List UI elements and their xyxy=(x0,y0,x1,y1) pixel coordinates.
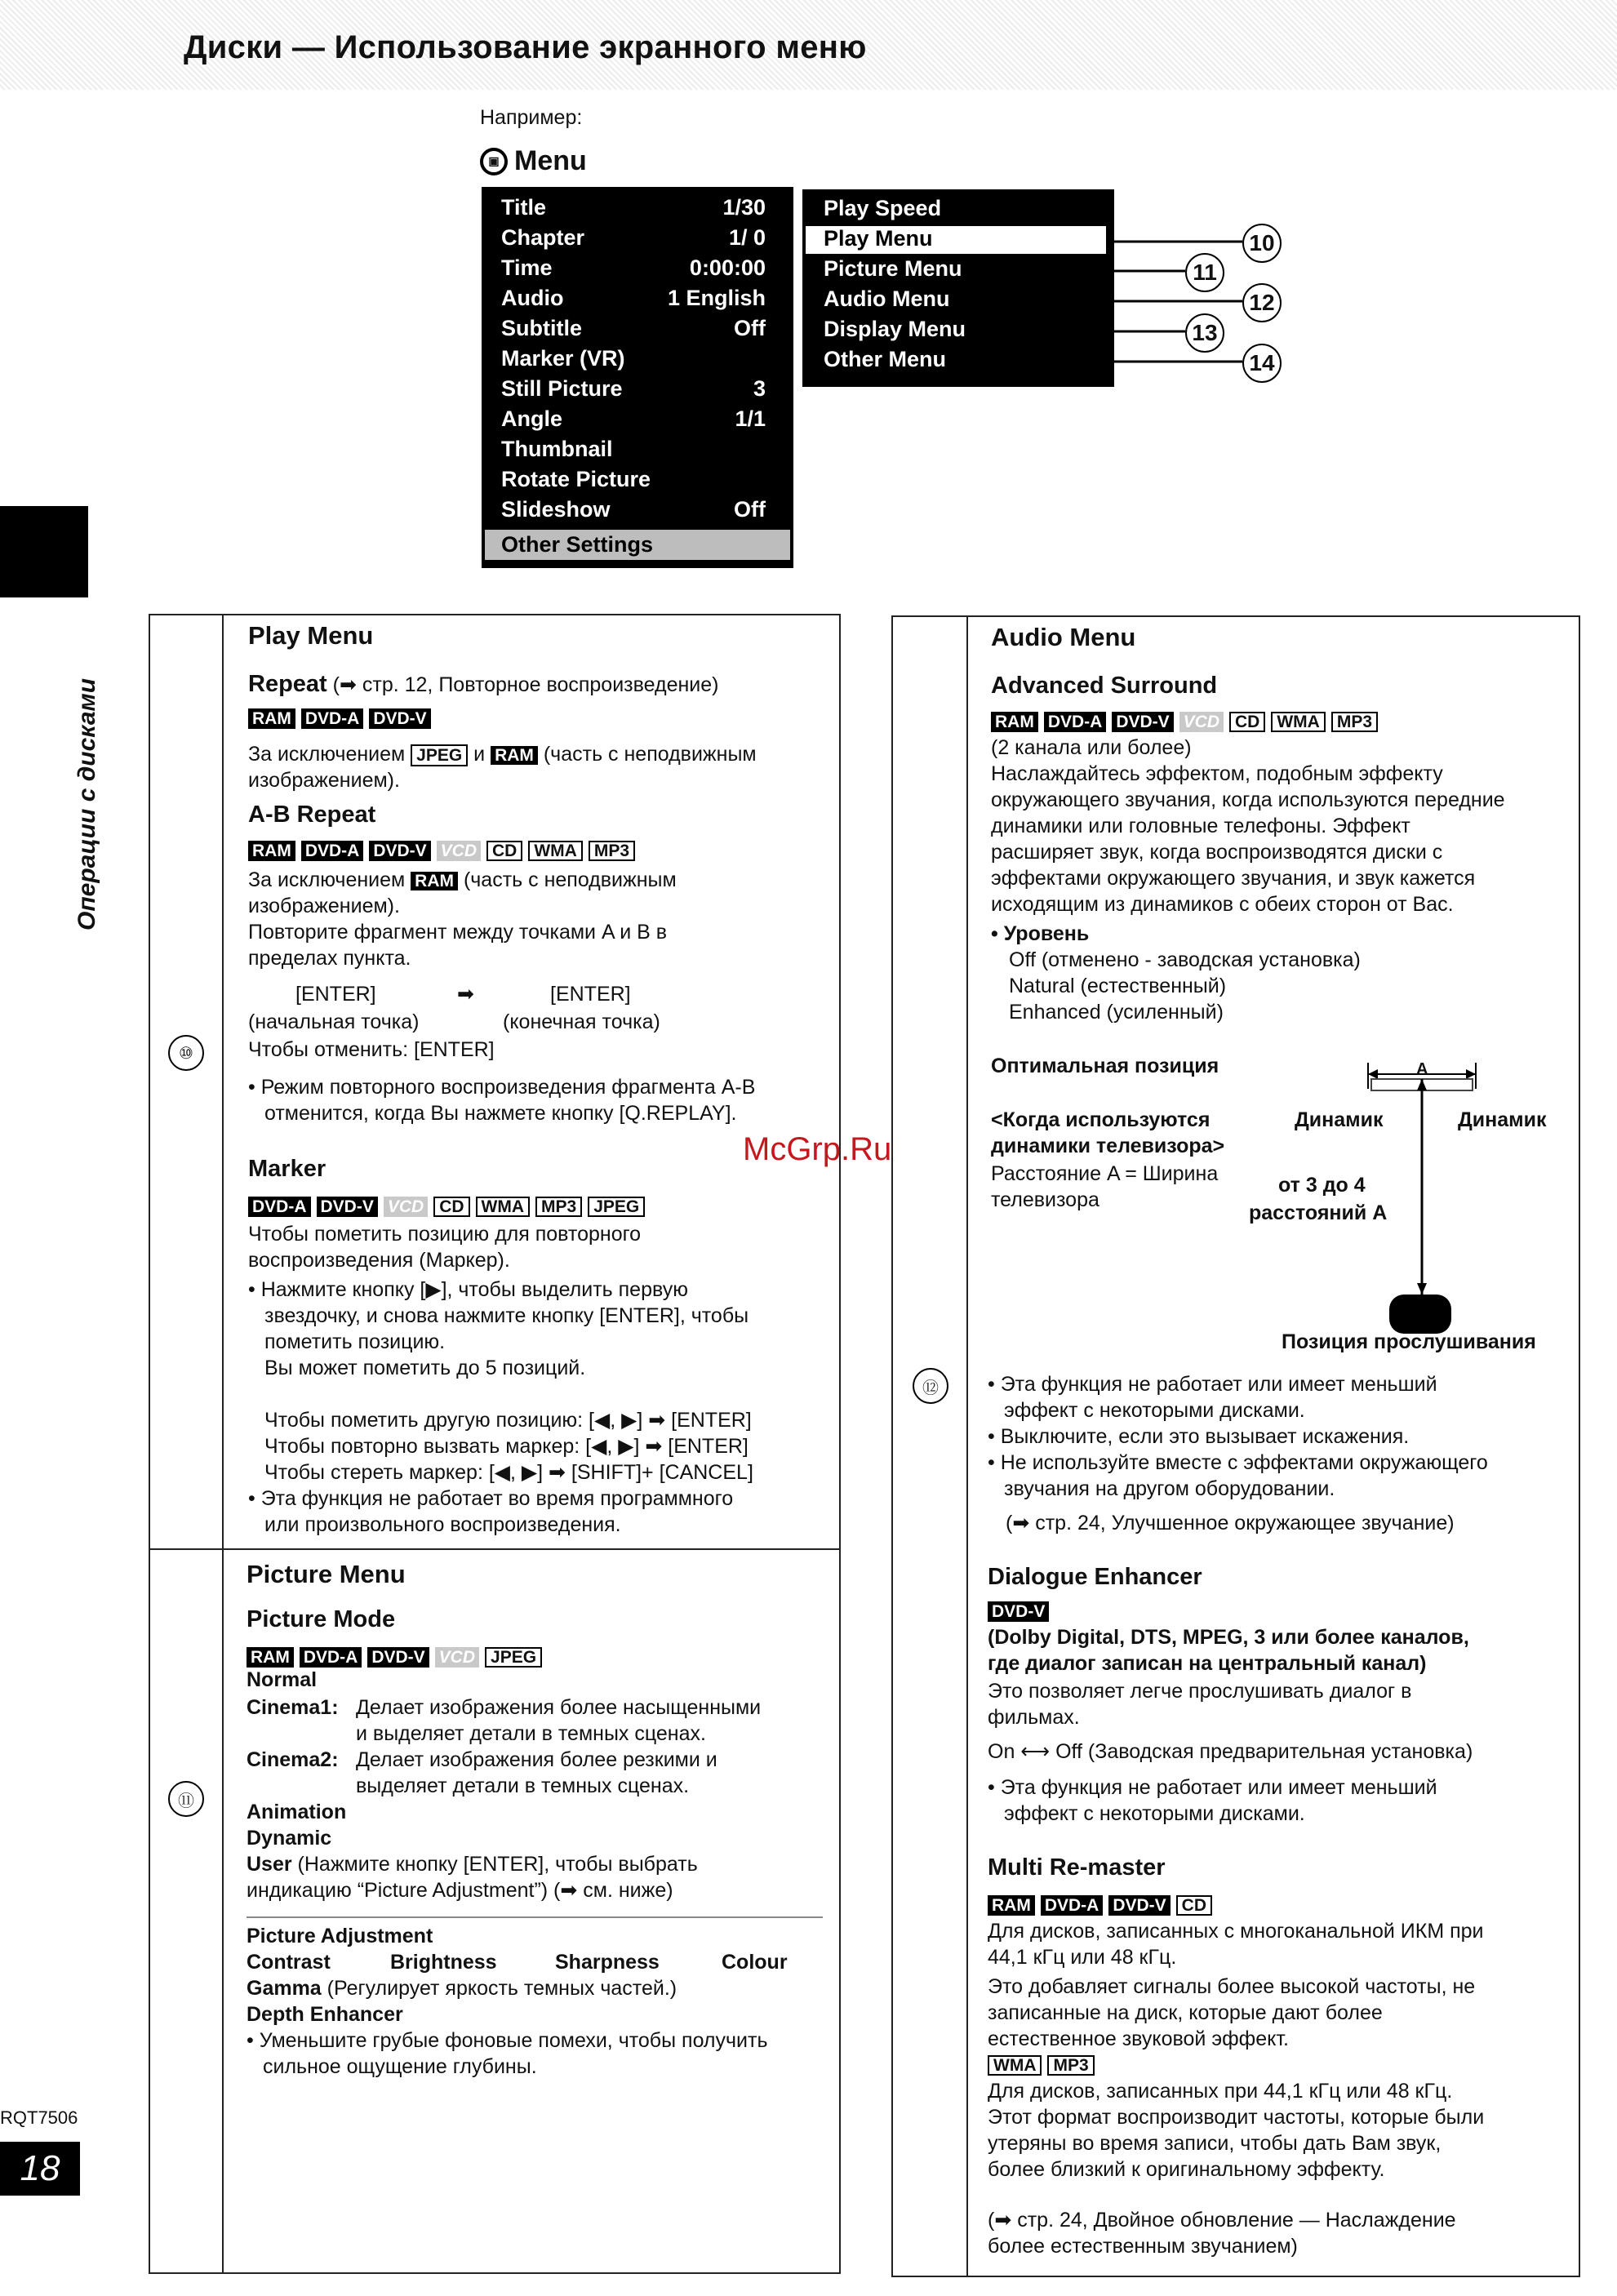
side-tab-block xyxy=(0,506,88,597)
dialogue-line-5: эффект с некоторыми дисками. xyxy=(1004,1802,1305,1825)
adj-sharpness: Sharpness xyxy=(555,1951,660,1974)
example-label: Например: xyxy=(480,106,583,129)
optimal-position-title: Оптимальная позиция xyxy=(991,1055,1219,1077)
when-line-1: <Когда используются xyxy=(991,1108,1211,1131)
badge: VCD xyxy=(437,841,481,861)
badge: VCD xyxy=(1179,712,1224,732)
marker-line-8: Чтобы повторно вызвать маркер: [◀, ▶] ➡ [ENTER] xyxy=(264,1435,749,1458)
surround-line-2: Наслаждайтесь эффектом, подобным эффекту xyxy=(991,762,1443,785)
note-4: • Не используйте вместе с эффектами окружающего xyxy=(988,1451,1488,1474)
submenu-audio-menu[interactable]: Audio Menu xyxy=(824,286,950,311)
sub-menu xyxy=(802,189,1114,387)
surround-line-6: эффектами окружающего звучания, и звук кажется xyxy=(991,867,1476,890)
badge: DVD-V xyxy=(1112,712,1173,732)
marker-line-1: Чтобы пометить позицию для повторного xyxy=(248,1223,642,1246)
page-title: Диски — Использование экранного меню xyxy=(184,29,867,65)
badge: WMA xyxy=(476,1197,530,1217)
menu-item-title[interactable]: Title 1/30 xyxy=(501,195,766,220)
badge: DVD-V xyxy=(369,841,430,861)
ab-arrow: ➡ xyxy=(457,983,474,1006)
left-table-divider xyxy=(222,614,224,2272)
marker-line-11: или произвольного воспроизведения. xyxy=(264,1513,621,1536)
menu-item-chapter[interactable]: Chapter 1/ 0 xyxy=(501,225,766,250)
callout-11: 11 xyxy=(1185,253,1224,292)
surround-line-4: динамики или головные телефоны. Эффект xyxy=(991,815,1410,837)
surround-line-7: исходящим из динамиков с обеих сторон от Вас. xyxy=(991,893,1454,916)
badge: WMA xyxy=(1271,712,1325,732)
submenu-other-menu[interactable]: Other Menu xyxy=(824,347,947,371)
multi-remaster-heading: Multi Re-master xyxy=(988,1854,1166,1881)
range-line-1: от 3 до 4 xyxy=(1278,1174,1366,1197)
adj-gamma: Gamma (Регулирует яркость темных частей.) xyxy=(247,1977,677,2000)
doc-code: RQT7506 xyxy=(0,2107,78,2128)
repeat-heading: Repeat (➡ стр. 12, Повторное воспроизведение) xyxy=(248,671,719,697)
audio-menu-title: Audio Menu xyxy=(991,623,1136,651)
ab-badges xyxy=(248,841,635,861)
range-line-2: расстояний A xyxy=(1249,1201,1388,1224)
cinema1-line-1: Делает изображения более насыщенными xyxy=(356,1696,762,1719)
menu-item-slideshow[interactable]: Slideshow Off xyxy=(501,497,766,522)
badge: DVD-A xyxy=(1041,1895,1104,1916)
remaster-badges xyxy=(988,1895,1212,1916)
marker-badges xyxy=(248,1197,645,1217)
menu-item-subtitle[interactable]: Subtitle Off xyxy=(501,316,766,340)
dialogue-badges xyxy=(988,1601,1049,1622)
depth-line-2: сильное ощущение глубины. xyxy=(263,2055,537,2078)
note-ref: (➡ стр. 24, Улучшенное окружающее звучание) xyxy=(1006,1512,1455,1534)
adjust-divider xyxy=(247,1916,823,1918)
adj-brightness: Brightness xyxy=(390,1951,497,1974)
marker-heading: Marker xyxy=(248,1156,327,1182)
remaster-line-3: Это добавляет сигналы более высокой частоты, не xyxy=(988,1975,1476,1998)
badge: CD xyxy=(1229,712,1265,732)
surround-badges xyxy=(991,712,1378,732)
mode-normal: Normal xyxy=(247,1668,318,1691)
badge: DVD-A xyxy=(301,841,364,861)
repeat-badges xyxy=(248,708,431,729)
menu-item-still-picture[interactable]: Still Picture 3 xyxy=(501,376,766,401)
cinema1-line-2: и выделяет детали в темных сценах. xyxy=(356,1722,706,1745)
speaker-left-label: Динамик xyxy=(1295,1108,1384,1131)
picture-mode-heading: Picture Mode xyxy=(247,1606,396,1632)
cinema2-label: Cinema2: xyxy=(247,1748,339,1771)
advanced-surround-heading: Advanced Surround xyxy=(991,673,1218,699)
marker-line-4: звездочку, и снова нажмите кнопку [ENTER], чтобы xyxy=(264,1304,749,1327)
submenu-picture-menu[interactable]: Picture Menu xyxy=(824,256,962,281)
mode-dynamic: Dynamic xyxy=(247,1827,332,1850)
picture-adjustment-title: Picture Adjustment xyxy=(247,1925,433,1947)
adj-colour: Colour xyxy=(722,1951,788,1974)
dialogue-line-1: Это позволяет легче прослушивать диалог в xyxy=(988,1680,1412,1703)
remaster-line-9: более близкий к оригинальному эффекту. xyxy=(988,2158,1385,2181)
surround-line-5: расширяет звук, когда воспроизводятся диски с xyxy=(991,841,1443,864)
badge: VCD xyxy=(435,1647,479,1668)
submenu-play-speed[interactable]: Play Speed xyxy=(824,196,942,220)
ab-bullet-2: отменится, когда Вы нажмете кнопку [Q.REPLAY]. xyxy=(264,1102,737,1125)
diagram-label-a: A xyxy=(1416,1060,1428,1078)
level-off: Off (отменено - заводская установка) xyxy=(1009,948,1361,971)
picture-badges xyxy=(247,1647,542,1668)
marker-line-5: пометить позицию. xyxy=(264,1330,446,1353)
menu-item-marker[interactable]: Marker (VR) xyxy=(501,346,625,371)
remaster-line-2: 44,1 кГц или 48 кГц. xyxy=(988,1946,1177,1969)
note-5: звучания на другом оборудовании. xyxy=(1004,1477,1335,1500)
listener-icon xyxy=(1389,1295,1451,1334)
remaster-ref-2: более естественным звучанием) xyxy=(988,2235,1298,2258)
badge: RAM xyxy=(248,841,295,861)
repeat-note: За исключением JPEG и RAM (часть с неподвижным xyxy=(248,743,757,766)
badge: RAM xyxy=(991,712,1038,732)
cinema2-line-2: выделяет детали в темных сценах. xyxy=(356,1774,690,1797)
marker-line-9: Чтобы стереть маркер: [◀, ▶] ➡ [SHIFT]+ [CANCEL] xyxy=(264,1461,753,1484)
badge: DVD-V xyxy=(1108,1895,1170,1916)
callout-10: 10 xyxy=(1242,224,1282,263)
menu-icon: ▣ xyxy=(480,148,508,175)
badge: DVD-V xyxy=(317,1197,378,1217)
badge: CD xyxy=(486,841,522,861)
mode-user: User (Нажмите кнопку [ENTER], чтобы выбрать xyxy=(247,1853,698,1876)
badge: CD xyxy=(433,1197,469,1217)
menu-title: Menu xyxy=(514,145,587,176)
main-menu xyxy=(482,187,793,568)
section-number-12: ⑫ xyxy=(913,1368,948,1404)
note-1: • Эта функция не работает или имеет меньший xyxy=(988,1373,1437,1396)
menu-heading xyxy=(480,145,587,177)
ab-start: (начальная точка) xyxy=(248,1010,420,1033)
menu-item-other-settings[interactable]: Other Settings xyxy=(485,530,790,560)
surround-line-1: (2 канала или более) xyxy=(991,736,1192,759)
dialogue-bold-1: (Dolby Digital, DTS, MPEG, 3 или более каналов, xyxy=(988,1626,1469,1649)
distance-line-2: телевизора xyxy=(991,1188,1099,1211)
remaster-line-4: записанные на диск, которые дают более xyxy=(988,2001,1383,2024)
ab-bullet-1: • Режим повторного воспроизведения фрагмента A-B xyxy=(248,1076,756,1099)
repeat-note-2: изображением). xyxy=(248,769,400,792)
left-table-row-divider xyxy=(149,1548,839,1550)
badge: MP3 xyxy=(589,841,635,861)
menu-item-audio[interactable]: Audio 1 English xyxy=(501,286,766,310)
speaker-diagram xyxy=(1355,1058,1494,1319)
dialogue-bold-2: где диалог записан на центральный канал) xyxy=(988,1652,1427,1675)
remaster-badges-2 xyxy=(988,2055,1095,2076)
page-number: 18 xyxy=(0,2142,80,2196)
depth-line-1: • Уменьшите грубые фоновые помехи, чтобы получить xyxy=(247,2029,768,2052)
adj-contrast: Contrast xyxy=(247,1951,331,1974)
menu-item-thumbnail[interactable]: Thumbnail xyxy=(501,437,613,461)
listening-position-label: Позиция прослушивания xyxy=(1282,1330,1536,1353)
badge: VCD xyxy=(384,1197,428,1217)
marker-line-2: воспроизведения (Маркер). xyxy=(248,1249,510,1272)
note-3: • Выключите, если это вызывает искажения. xyxy=(988,1425,1410,1448)
badge: JPEG xyxy=(588,1197,645,1217)
callout-14: 14 xyxy=(1242,344,1282,383)
callout-13: 13 xyxy=(1185,313,1224,353)
badge: MP3 xyxy=(535,1197,582,1217)
speaker-right-label: Динамик xyxy=(1458,1108,1547,1131)
badge: CD xyxy=(1176,1895,1212,1916)
remaster-line-6: Для дисков, записанных при 44,1 кГц или 48 кГц. xyxy=(988,2080,1453,2103)
marker-line-6: Вы может пометить до 5 позиций. xyxy=(264,1357,586,1379)
mode-animation: Animation xyxy=(247,1801,347,1823)
ab-line-2: изображением). xyxy=(248,895,400,917)
level-enhanced: Enhanced (усиленный) xyxy=(1009,1001,1224,1024)
dialogue-line-4: • Эта функция не работает или имеет меньший xyxy=(988,1776,1437,1799)
dialogue-line-3: On ⟷ Off (Заводская предварительная установка) xyxy=(988,1740,1473,1763)
cinema1-label: Cinema1: xyxy=(247,1696,339,1719)
dialogue-enhancer-heading: Dialogue Enhancer xyxy=(988,1564,1202,1590)
ab-note: За исключением RAM (часть с неподвижным xyxy=(248,868,677,891)
badge: WMA xyxy=(528,841,582,861)
cinema2-line-1: Делает изображения более резкими и xyxy=(356,1748,717,1771)
remaster-line-5: естественное звуковой эффект. xyxy=(988,2027,1289,2050)
submenu-play-menu[interactable]: Play Menu xyxy=(806,226,1106,254)
ab-repeat-heading: A-B Repeat xyxy=(248,802,376,828)
remaster-ref-1: (➡ стр. 24, Двойное обновление — Наслаждение xyxy=(988,2209,1456,2232)
marker-line-7: Чтобы пометить другую позицию: [◀, ▶] ➡ [ENTER] xyxy=(264,1409,752,1432)
remaster-line-1: Для дисков, записанных с многоканальной ИКМ при xyxy=(988,1920,1484,1943)
badge: DVD-A xyxy=(248,1197,311,1217)
menu-item-time[interactable]: Time 0:00:00 xyxy=(501,255,766,280)
badge: MP3 xyxy=(1331,712,1378,732)
right-table-divider xyxy=(966,615,968,2276)
remaster-line-7: Этот формат воспроизводит частоты, которые были xyxy=(988,2106,1485,2129)
submenu-display-menu[interactable]: Display Menu xyxy=(824,317,966,341)
menu-item-angle[interactable]: Angle 1/1 xyxy=(501,406,766,431)
badge: RAM xyxy=(247,1647,294,1668)
picture-menu-title: Picture Menu xyxy=(247,1560,406,1588)
side-label: Операции с дисками xyxy=(73,677,100,930)
ab-line-3: Повторите фрагмент между точками A и B в xyxy=(248,921,668,944)
ab-line-4: пределах пункта. xyxy=(248,947,411,970)
badge: JPEG xyxy=(485,1647,542,1668)
depth-enhancer-title: Depth Enhancer xyxy=(247,2003,403,2026)
note-2: эффект с некоторыми дисками. xyxy=(1004,1399,1305,1422)
remaster-line-8: утеряны во время записи, чтобы дать Вам звук, xyxy=(988,2132,1442,2155)
badge: DVD-A xyxy=(1044,712,1107,732)
dialogue-line-2: фильмах. xyxy=(988,1706,1080,1729)
badge: DVD-V xyxy=(369,708,430,729)
play-menu-title: Play Menu xyxy=(248,621,374,650)
badge: DVD-A xyxy=(300,1647,362,1668)
ab-cancel: Чтобы отменить: [ENTER] xyxy=(248,1038,495,1061)
section-number-10: ⑩ xyxy=(168,1035,204,1071)
section-number-11: ⑪ xyxy=(168,1781,204,1817)
ab-enter-1: [ENTER] xyxy=(295,983,376,1006)
badge: DVD-V xyxy=(367,1647,429,1668)
ab-enter-2: [ENTER] xyxy=(550,983,631,1006)
badge: RAM xyxy=(248,708,295,729)
menu-item-rotate-picture[interactable]: Rotate Picture xyxy=(501,467,651,491)
marker-line-3: • Нажмите кнопку [▶], чтобы выделить первую xyxy=(248,1278,688,1301)
distance-line-1: Расстояние A = Ширина xyxy=(991,1162,1219,1185)
surround-line-3: окружающего звучания, когда используются передние xyxy=(991,788,1505,811)
badge: RAM xyxy=(988,1895,1035,1916)
ab-end: (конечная точка) xyxy=(503,1010,660,1033)
marker-line-10: • Эта функция не работает во время программного xyxy=(248,1487,734,1510)
badge: MP3 xyxy=(1047,2055,1094,2076)
badge: DVD-V xyxy=(988,1601,1049,1622)
callout-12: 12 xyxy=(1242,283,1282,322)
watermark: McGrp.Ru xyxy=(743,1131,892,1167)
level-label: • Уровень xyxy=(991,922,1090,945)
level-natural: Natural (естественный) xyxy=(1009,975,1227,997)
user-line-2: индикацию “Picture Adjustment”) (➡ см. ниже) xyxy=(247,1879,673,1902)
badge: WMA xyxy=(988,2055,1042,2076)
badge: DVD-A xyxy=(301,708,364,729)
when-line-2: динамики телевизора> xyxy=(991,1135,1225,1157)
